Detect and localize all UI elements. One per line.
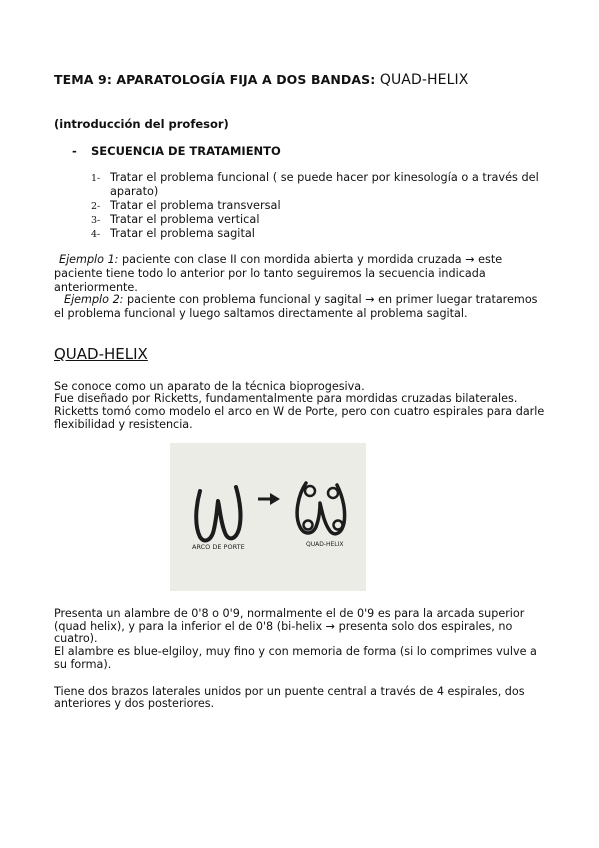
description-line-1: Se conoce como un aparato de la técnica bioprogesiva. (54, 380, 365, 393)
after-line-3: cuatro). (54, 632, 98, 645)
step-1-text: Tratar el problema funcional ( se puede hacer por kinesología o a través del (110, 171, 539, 184)
title-main: TEMA 9: APARATOLOGÍA FIJA A DOS BANDAS: (54, 72, 380, 87)
title-highlight: QUAD-HELIX (379, 72, 469, 88)
figure-label-porte: ARCO DE PORTE (192, 543, 245, 551)
example-1-label: Ejemplo 1: (59, 253, 119, 266)
appliance-sketch-image (170, 443, 366, 591)
example-1-line-2: paciente tiene todo lo anterior por lo tanto seguiremos la secuencia indicada (54, 267, 486, 280)
example-2-label: Ejemplo 2: (64, 293, 124, 306)
figure-label-quad-helix: QUAD-HELIX (306, 541, 344, 548)
after-line-4: El alambre es blue-elgiloy, muy fino y con memoria de forma (si lo comprimes vulve a (54, 645, 537, 658)
after-line-5: su forma). (54, 658, 112, 671)
after-line-7: anteriores y dos posteriores. (54, 697, 215, 710)
after-line-6: Tiene dos brazos laterales unidos por un puente central a través de 4 espirales, dos (54, 685, 525, 698)
example-2-line-2: el problema funcional y luego saltamos directamente al problema sagital. (54, 307, 468, 320)
step-3-num: 3- (91, 215, 101, 226)
section-heading: SECUENCIA DE TRATAMIENTO (91, 144, 281, 158)
description-line-3: Ricketts tomó como modelo el arco en W de Porte, pero con cuatro espirales para darle (54, 405, 545, 418)
after-line-1: Presenta un alambre de 0'8 o 0'9, normalmente el de 0'9 es para la arcada superior (54, 607, 525, 620)
intro-note: (introducción del profesor) (54, 117, 229, 131)
example-1-line-1: Ejemplo 1: paciente con clase II con mordida abierta y mordida cruzada → este (59, 253, 503, 266)
step-1-num: 1- (91, 173, 101, 184)
step-4-num: 4- (91, 229, 101, 240)
description-line-4: flexibilidad y resistencia. (54, 418, 193, 431)
step-2-num: 2- (91, 201, 101, 212)
page-title (54, 72, 468, 88)
section-bullet: - (72, 144, 77, 158)
example-1-line-3: anteriormente. (54, 281, 138, 294)
sketch-drawing (170, 443, 366, 591)
quad-helix-heading: QUAD-HELIX (54, 345, 148, 363)
step-3-text: Tratar el problema vertical (110, 213, 260, 226)
step-2-text: Tratar el problema transversal (110, 199, 281, 212)
step-1-text-cont: aparato) (110, 185, 159, 198)
step-4-text: Tratar el problema sagital (110, 227, 255, 240)
after-line-2: (quad helix), y para la inferior el de 0'8 (bi-helix → presenta solo dos espirales, no (54, 620, 513, 633)
example-2-line-1: Ejemplo 2: paciente con problema funcional y sagital → en primer luegar trataremos (64, 293, 538, 306)
description-line-2: Fue diseñado por Ricketts, fundamentalmente para mordidas cruzadas bilaterales. (54, 392, 518, 405)
